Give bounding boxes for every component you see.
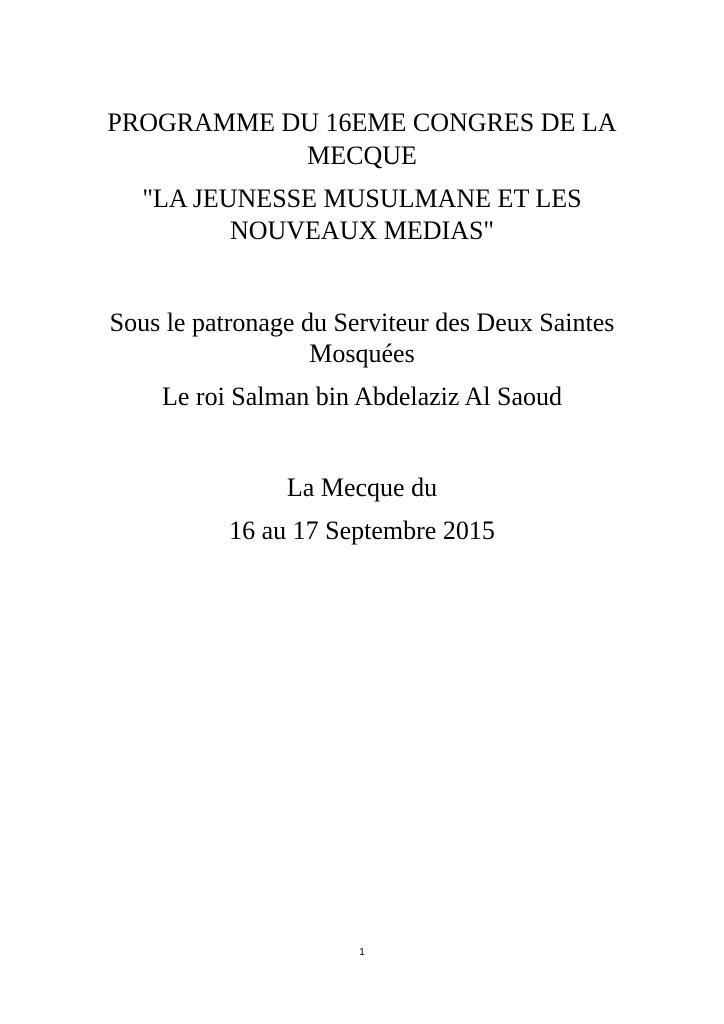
patronage-line-2: Mosquées bbox=[309, 339, 415, 368]
event-location: La Mecque du bbox=[286, 473, 438, 502]
page-number: 1 bbox=[359, 947, 365, 958]
theme-line-2: NOUVEAUX MEDIAS" bbox=[229, 216, 495, 245]
patronage-line-1: Sous le patronage du Serviteur des Deux Saintes bbox=[109, 308, 615, 337]
title-line-2: MECQUE bbox=[307, 141, 417, 170]
title-line-1: PROGRAMME DU 16EME CONGRES DE LA bbox=[107, 108, 617, 137]
event-dates: 16 au 17 Septembre 2015 bbox=[229, 516, 495, 545]
theme-line-1: "LA JEUNESSE MUSULMANE ET LES bbox=[142, 184, 582, 213]
patronage-king-name: Le roi Salman bin Abdelaziz Al Saoud bbox=[161, 382, 563, 411]
